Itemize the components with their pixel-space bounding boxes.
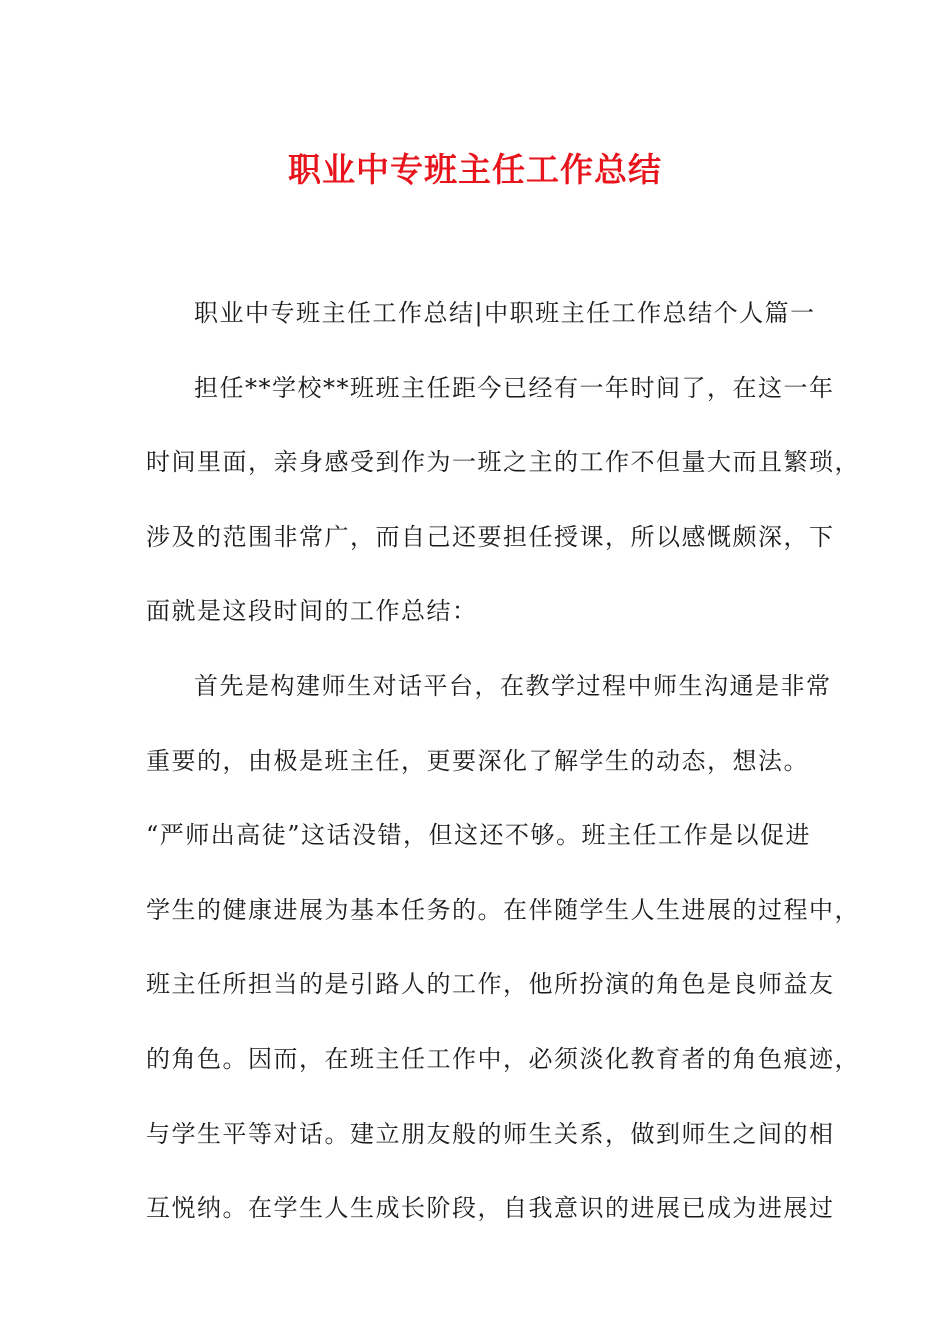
paragraph-line: 涉及的范围非常广，而自己还要担任授课，所以感慨颇深，下 <box>146 522 835 551</box>
document-title: 职业中专班主任工作总结 <box>288 150 662 189</box>
paragraph-line: “严师出高徒”这话没错，但这还不够。班主任工作是以促进 <box>146 821 812 850</box>
paragraph-line: 与学生平等对话。建立朋友般的师生关系，做到师生之间的相 <box>146 1119 835 1148</box>
paragraph-line: 班主任所担当的是引路人的工作，他所扮演的角色是良师益友 <box>146 970 835 999</box>
paragraph-line: 的角色。因而，在班主任工作中，必须淡化教育者的角色痕迹， <box>146 1044 860 1073</box>
paragraph-line: 时间里面，亲身感受到作为一班之主的工作不但量大而且繁琐， <box>146 448 860 477</box>
paragraph-line: 学生的健康进展为基本任务的。在伴随学生人生进展的过程中， <box>146 895 860 924</box>
paragraph-line: 重要的，由极是班主任，更要深化了解学生的动态，想法。 <box>146 746 809 775</box>
paragraph-line: 职业中专班主任工作总结|中职班主任工作总结个人篇一 <box>194 299 816 327</box>
paragraph-line: 面就是这段时间的工作总结： <box>146 597 478 626</box>
paragraph-line: 首先是构建师生对话平台，在教学过程中师生沟通是非常 <box>194 671 832 700</box>
document-body <box>146 276 860 1246</box>
paragraph-line: 担任**学校**班班主任距今已经有一年时间了，在这一年 <box>194 373 835 402</box>
paragraph-line: 互悦纳。在学生人生成长阶段，自我意识的进展已成为进展过 <box>146 1194 835 1223</box>
